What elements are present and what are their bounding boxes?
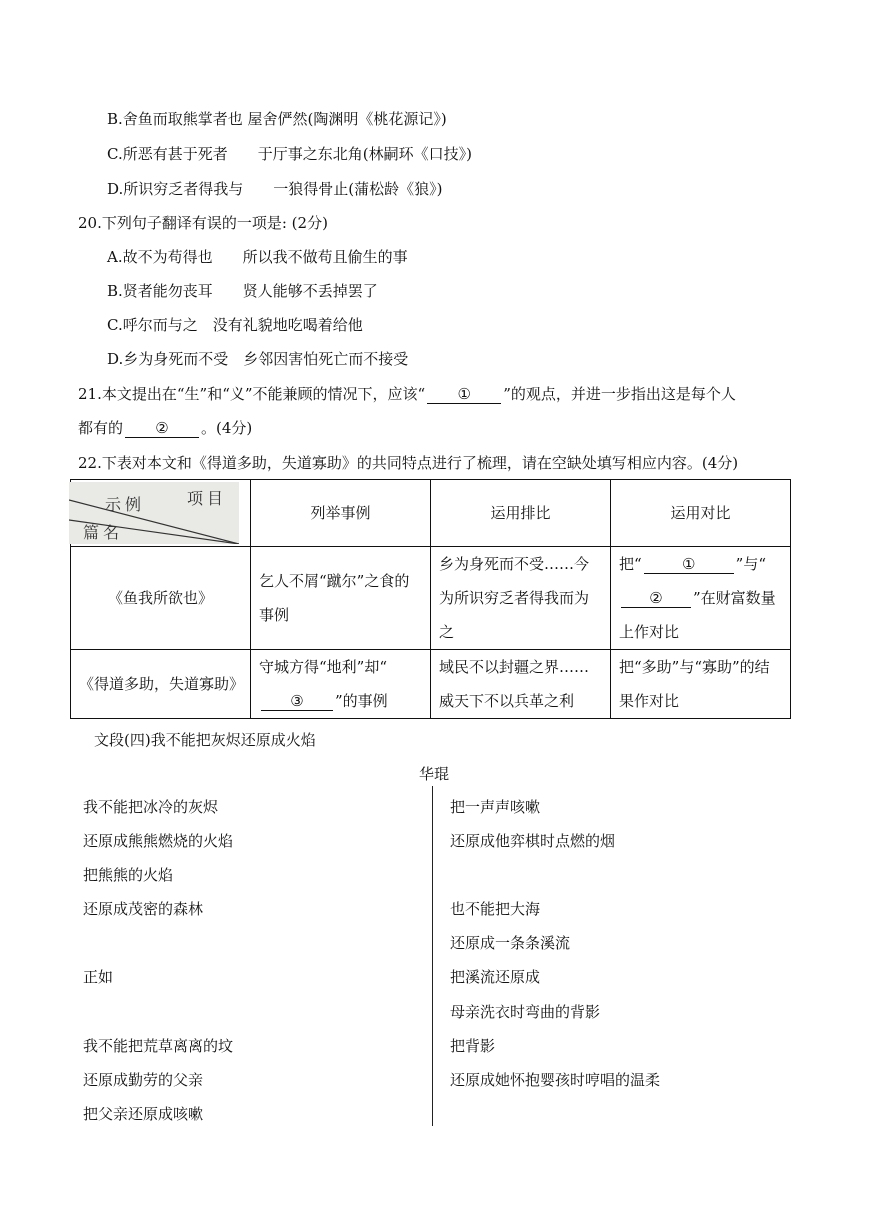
poem-line-right: 还原成一条条溪流 (450, 934, 571, 952)
table-row (71, 547, 791, 650)
row1-contrast-text: 把“ (619, 555, 642, 573)
poem-line-right: 把背影 (450, 1037, 496, 1055)
q21-text: 21.本文提出在“生”和“义”不能兼顾的情况下，应该“ (78, 385, 426, 403)
row1-contrast-text: ”在财富数量上作对比 (619, 589, 776, 641)
q20-option-d: D.乡为身死而不受 乡邻因害怕死亡而不接受 (107, 350, 409, 368)
q19-option-c: C.所恶有甚于死者 于厅事之东北角(林嗣环《口技》) (107, 145, 472, 163)
poem-line-left: 还原成勤劳的父亲 (83, 1071, 204, 1089)
row2-contrast: 把“多助”与“寡助”的结果作对比 (611, 650, 791, 719)
table-row (71, 650, 791, 719)
row1-blank-2: ② (621, 589, 691, 608)
poem-line-left: 把熊熊的火焰 (83, 866, 174, 884)
q21-text: 。(4分) (201, 419, 253, 437)
poem-author: 华琨 (419, 765, 450, 783)
row2-example-text: 守城方得“地利”却“ (259, 658, 388, 676)
row2-title: 《得道多助，失道寡助》 (71, 650, 251, 719)
corner-cell (71, 480, 251, 547)
q19-option-b: B.舍鱼而取熊掌者也 屋舍俨然(陶渊明《桃花源记》) (107, 110, 447, 128)
poem-line-left: 我不能把冰冷的灰烬 (83, 798, 219, 816)
row2-example-text: ”的事例 (335, 692, 388, 710)
column-divider (432, 786, 433, 1126)
poem-line-right: 把一声声咳嗽 (450, 798, 541, 816)
q21-line-1 (78, 383, 736, 405)
q21-line-2 (78, 417, 252, 439)
q21-text: 都有的 (78, 419, 124, 437)
table-header-row (71, 480, 791, 547)
poem-line-left: 把父亲还原成咳嗽 (83, 1105, 204, 1123)
poem-line-left: 还原成茂密的森林 (83, 900, 204, 918)
header-examples: 列举事例 (251, 480, 431, 547)
row2-example (251, 650, 431, 719)
corner-label-item: 项目 (187, 489, 228, 508)
q20-option-b: B.贤者能勿丧耳 贤人能够不丢掉罢了 (107, 282, 378, 300)
q20-stem: 20.下列句子翻译有误的一项是: (2分) (78, 214, 328, 232)
corner-label-title: 篇名 (83, 523, 124, 542)
corner-label-example: 示例 (105, 495, 146, 514)
poem-line-right: 把溪流还原成 (450, 968, 541, 986)
row1-title: 《鱼我所欲也》 (71, 547, 251, 650)
q21-blank-1: ① (427, 385, 501, 404)
row1-example: 乞人不屑“蹴尔”之食的事例 (251, 547, 431, 650)
section4-heading: 文段(四)我不能把灰烬还原成火焰 (94, 731, 316, 749)
q20-option-a: A.故不为苟得也 所以我不做苟且偷生的事 (107, 248, 408, 266)
poem-line-left: 正如 (83, 968, 114, 986)
row1-contrast (611, 547, 791, 650)
q20-option-c: C.呼尔而与之 没有礼貌地吃喝着给他 (107, 316, 363, 334)
poem-line-left: 我不能把荒草离离的坟 (83, 1037, 234, 1055)
poem-line-right: 母亲洗衣时弯曲的背影 (450, 1003, 601, 1021)
q21-blank-2: ② (125, 419, 199, 438)
row1-parallel: 乡为身死而不受……今为所识穷乏者得我而为之 (431, 547, 611, 650)
poem-line-right: 还原成她怀抱婴孩时哼唱的温柔 (450, 1071, 661, 1089)
poem-line-right: 还原成他弈棋时点燃的烟 (450, 832, 616, 850)
row2-parallel: 域民不以封疆之界……威天下不以兵革之利 (431, 650, 611, 719)
header-contrast: 运用对比 (611, 480, 791, 547)
q21-text: ”的观点，并进一步指出这是每个人 (503, 385, 736, 403)
corner-diagonal-header (69, 482, 239, 544)
row2-blank-3: ③ (261, 692, 333, 711)
review-table (70, 479, 791, 719)
row1-blank-1: ① (644, 555, 734, 574)
poem-line-right: 也不能把大海 (450, 900, 541, 918)
q19-option-d: D.所识穷乏者得我与 一狼得骨止(蒲松龄《狼》) (107, 180, 443, 198)
header-parallelism: 运用排比 (431, 480, 611, 547)
poem-line-left: 还原成熊熊燃烧的火焰 (83, 832, 234, 850)
q22-stem: 22.下表对本文和《得道多助，失道寡助》的共同特点进行了梳理，请在空缺处填写相应内容。(4分) (78, 454, 739, 472)
row1-contrast-text: ”与“ (735, 555, 767, 573)
